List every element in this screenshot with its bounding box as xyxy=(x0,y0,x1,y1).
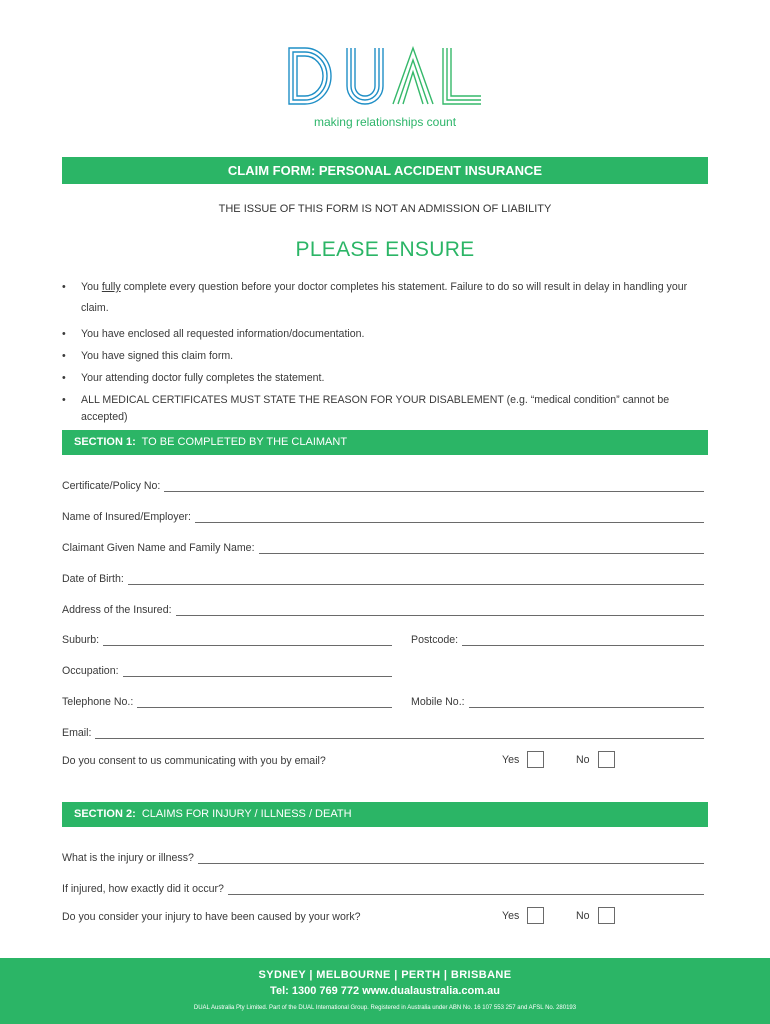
list-item: • Your attending doctor fully completes the statement. xyxy=(62,370,708,387)
dual-logo-mark xyxy=(285,46,485,108)
date-of-birth-field[interactable]: Date of Birth: xyxy=(62,571,704,585)
email-consent-question: Do you consent to us communicating with you by email? xyxy=(62,755,326,767)
list-item: • You have enclosed all requested information/documentation. xyxy=(62,326,708,343)
work-cause-no[interactable]: No xyxy=(576,907,615,924)
email-field[interactable]: Email: xyxy=(62,725,704,739)
list-item: • You fully complete every question before your doctor completes his statement. Failure to do so will result in delay in handling your claim. xyxy=(62,277,708,319)
claimant-name-field[interactable]: Claimant Given Name and Family Name: xyxy=(62,540,704,554)
work-cause-yes[interactable]: Yes xyxy=(502,907,544,924)
telephone-line xyxy=(137,698,392,708)
injury-field[interactable]: What is the injury or illness? xyxy=(62,850,704,864)
legal-notice: DUAL Australia Pty Limited. Part of the DUAL International Group. Registered in Australia under ABN No. 16 107 553 257 and AFSL No. 280193 xyxy=(193,1005,577,1011)
section-2-header: SECTION 2: CLAIMS FOR INJURY / ILLNESS / DEATH xyxy=(62,802,708,827)
section-1-header: SECTION 1: TO BE COMPLETED BY THE CLAIMANT xyxy=(62,430,708,455)
injury-cause-line xyxy=(228,885,704,895)
address-field[interactable]: Address of the Insured: xyxy=(62,602,704,616)
office-cities: SYDNEY | MELBOURNE | PERTH | BRISBANE xyxy=(258,969,512,981)
instructions-list xyxy=(62,277,708,431)
no-checkbox[interactable] xyxy=(598,907,615,924)
suburb-line xyxy=(103,636,392,646)
injury-line xyxy=(198,854,704,864)
yes-checkbox[interactable] xyxy=(527,907,544,924)
mobile-line xyxy=(469,698,704,708)
email-consent-yes[interactable]: Yes xyxy=(502,751,544,768)
claimant-name-line xyxy=(259,544,704,554)
occupation-line xyxy=(123,667,392,677)
insured-employer-field[interactable]: Name of Insured/Employer: xyxy=(62,509,704,523)
insured-employer-line xyxy=(195,513,704,523)
dual-logo xyxy=(0,46,770,112)
occupation-field[interactable]: Occupation: xyxy=(62,663,392,677)
no-checkbox[interactable] xyxy=(598,751,615,768)
work-cause-question: Do you consider your injury to have been caused by your work? xyxy=(62,911,361,923)
mobile-field[interactable]: Mobile No.: xyxy=(411,694,704,708)
contact-info: Tel: 1300 769 772 www.dualaustralia.com.au xyxy=(270,985,500,997)
address-line xyxy=(176,606,704,616)
telephone-field[interactable]: Telephone No.: xyxy=(62,694,392,708)
policy-number-line xyxy=(164,482,704,492)
please-ensure-heading: PLEASE ENSURE xyxy=(295,238,475,261)
tagline: making relationships count xyxy=(313,115,457,129)
yes-checkbox[interactable] xyxy=(527,751,544,768)
injury-cause-field[interactable]: If injured, how exactly did it occur? xyxy=(62,881,704,895)
underlined-word: fully xyxy=(101,281,121,293)
email-consent-no[interactable]: No xyxy=(576,751,615,768)
email-line xyxy=(95,729,704,739)
policy-number-field[interactable]: Certificate/Policy No: xyxy=(62,478,704,492)
suburb-field[interactable]: Suburb: xyxy=(62,632,392,646)
form-title: CLAIM FORM: PERSONAL ACCIDENT INSURANCE xyxy=(62,157,708,184)
postcode-field[interactable]: Postcode: xyxy=(411,632,704,646)
liability-note: THE ISSUE OF THIS FORM IS NOT AN ADMISSION OF LIABILITY xyxy=(218,203,552,215)
footer xyxy=(0,958,770,1024)
list-item: • You have signed this claim form. xyxy=(62,348,708,365)
date-of-birth-line xyxy=(128,575,704,585)
list-item: • ALL MEDICAL CERTIFICATES MUST STATE THE REASON FOR YOUR DISABLEMENT (e.g. “medical condition” cannot be accepted) xyxy=(62,392,708,426)
postcode-line xyxy=(462,636,704,646)
